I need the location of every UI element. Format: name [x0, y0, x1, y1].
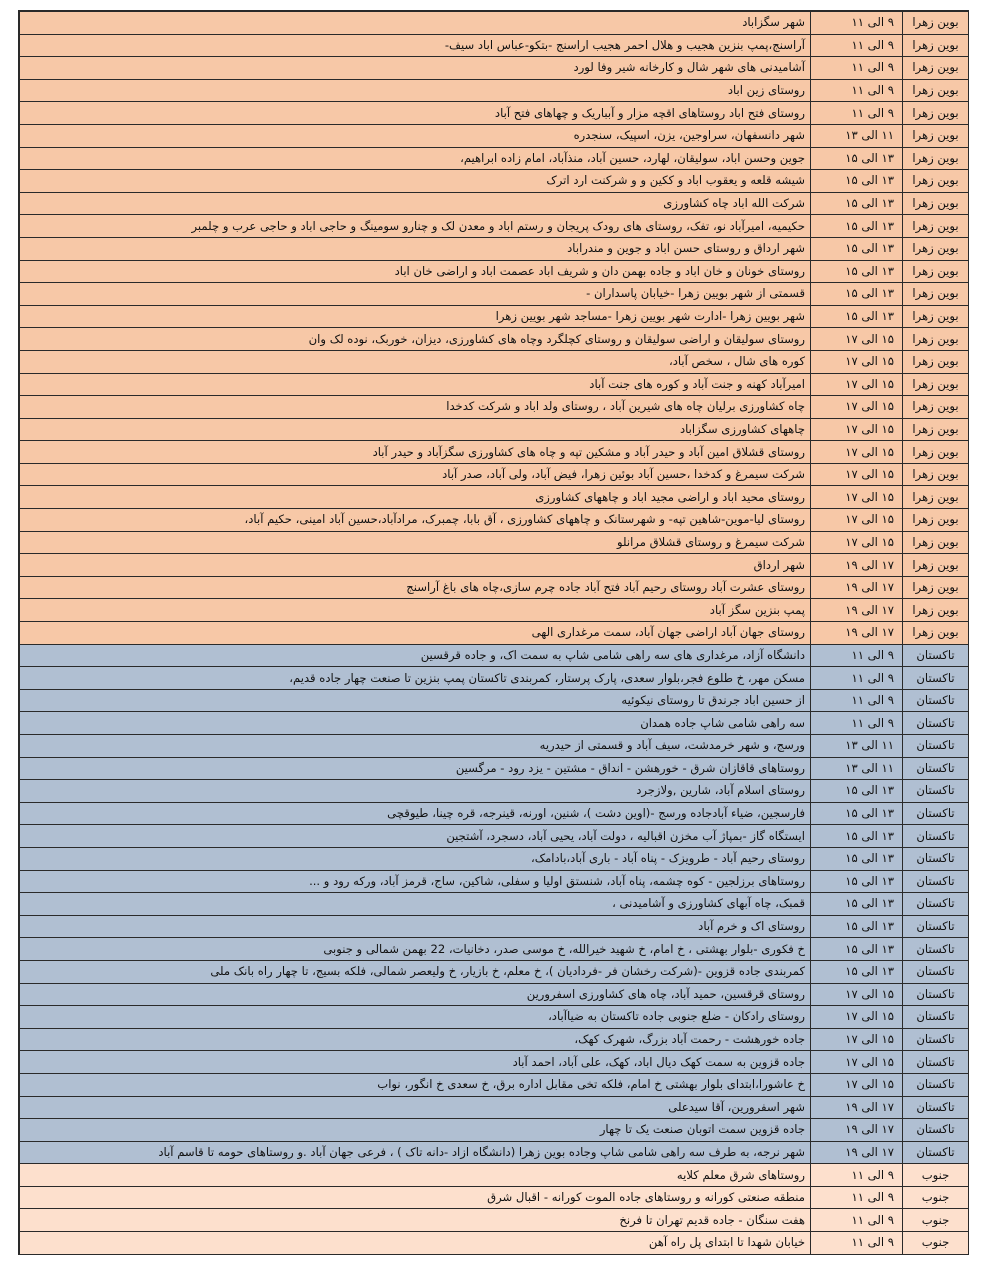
area-cell: شرکت الله اباد چاه کشاورزی — [20, 192, 811, 215]
table-row — [20, 1073, 969, 1096]
city-cell: تاکستان — [903, 1006, 969, 1029]
area-cell: روستای رحیم آباد - طرویزک - پناه آباد - باری آباد،بادامک، — [20, 847, 811, 870]
city-cell: تاکستان — [903, 915, 969, 938]
table-row — [20, 373, 969, 396]
time-cell: ۱۳ الی ۱۵ — [811, 260, 903, 283]
area-cell: روستاهای شرق معلم کلایه — [20, 1164, 811, 1187]
table-row — [20, 599, 969, 622]
table-row — [20, 1051, 969, 1074]
city-cell: بوین زهرا — [903, 305, 969, 328]
area-cell: شهر دانسفهان، سراوجین، یزن، اسپیک، سنجدره — [20, 124, 811, 147]
table-row — [20, 689, 969, 712]
area-cell: جاده قزوین به سمت کهک دیال اباد، کهک، علی آباد، احمد آباد — [20, 1051, 811, 1074]
city-cell: تاکستان — [903, 780, 969, 803]
city-cell: بوین زهرا — [903, 12, 969, 35]
time-cell: ۹ الی ۱۱ — [811, 57, 903, 80]
city-cell: بوین زهرا — [903, 79, 969, 102]
city-cell: بوین زهرا — [903, 260, 969, 283]
time-cell: ۱۳ الی ۱۵ — [811, 960, 903, 983]
area-cell: آشامیدنی های شهر شال و کارخانه شیر وفا لورد — [20, 57, 811, 80]
area-cell: روستای رادکان - ضلع جنوبی جاده تاکستان به ضیاآباد، — [20, 1006, 811, 1029]
time-cell: ۱۷ الی ۱۹ — [811, 1141, 903, 1164]
table-row — [20, 915, 969, 938]
city-cell: بوین زهرا — [903, 124, 969, 147]
table-row — [20, 938, 969, 961]
time-cell: ۱۳ الی ۱۵ — [811, 147, 903, 170]
city-cell: تاکستان — [903, 689, 969, 712]
city-cell: بوین زهرا — [903, 192, 969, 215]
area-cell: ورسج، و شهر خرمدشت، سیف آباد و قسمتی از حیدریه — [20, 735, 811, 758]
time-cell: ۱۵ الی ۱۷ — [811, 463, 903, 486]
city-cell: بوین زهرا — [903, 576, 969, 599]
city-cell: تاکستان — [903, 667, 969, 690]
table-row — [20, 825, 969, 848]
area-cell: شهر اسفرورین، آقا سیدعلی — [20, 1096, 811, 1119]
time-cell: ۱۱ الی ۱۳ — [811, 757, 903, 780]
time-cell: ۱۳ الی ۱۵ — [811, 237, 903, 260]
time-cell: ۱۷ الی ۱۹ — [811, 622, 903, 645]
table-row — [20, 712, 969, 735]
outage-schedule-sheet — [18, 10, 969, 1255]
time-cell: ۹ الی ۱۱ — [811, 644, 903, 667]
area-cell: روستای سولیقان و اراضی سولیقان و روستای کچلگرد وچاه های کشاورزی، دیزان، خوربک، نوده لک وان — [20, 328, 811, 351]
time-cell: ۱۳ الی ۱۵ — [811, 780, 903, 803]
time-cell: ۱۳ الی ۱۵ — [811, 170, 903, 193]
time-cell: ۱۵ الی ۱۷ — [811, 1028, 903, 1051]
table-row — [20, 644, 969, 667]
city-cell: جنوب — [903, 1164, 969, 1187]
table-row — [20, 735, 969, 758]
area-cell: از حسین اباد جرندق تا روستای نیکوئیه — [20, 689, 811, 712]
schedule-rows — [20, 12, 969, 1255]
time-cell: ۱۳ الی ۱۵ — [811, 893, 903, 916]
area-cell: مسکن مهر، خ طلوع فجر،بلوار سعدی، پارک پرستار، کمربندی تاکستان پمپ بنزین تا صنعت چهار جاده قدیم، — [20, 667, 811, 690]
table-row — [20, 1232, 969, 1255]
time-cell: ۹ الی ۱۱ — [811, 689, 903, 712]
city-cell: بوین زهرا — [903, 102, 969, 125]
area-cell: شهر نرجه، به طرف سه راهی شامی شاپ وجاده بوین زهرا (دانشگاه ازاد -دانه تاک ) ، فرعی جهان آباد .و روستاهای حومه تا قاسم آباد — [20, 1141, 811, 1164]
table-row — [20, 847, 969, 870]
time-cell: ۱۵ الی ۱۷ — [811, 396, 903, 419]
time-cell: ۹ الی ۱۱ — [811, 1186, 903, 1209]
table-row — [20, 124, 969, 147]
area-cell: شرکت سیمرغ و روستای قشلاق مرانلو — [20, 531, 811, 554]
time-cell: ۱۵ الی ۱۷ — [811, 1051, 903, 1074]
city-cell: تاکستان — [903, 712, 969, 735]
area-cell: چاههای کشاورزی سگزاباد — [20, 418, 811, 441]
city-cell: تاکستان — [903, 644, 969, 667]
time-cell: ۱۷ الی ۱۹ — [811, 576, 903, 599]
area-cell: روستای اسلام آباد، شارین ,ولازجرد — [20, 780, 811, 803]
area-cell: روستای جهان آباد اراضی جهان آباد، سمت مرغداری الهی — [20, 622, 811, 645]
table-row — [20, 79, 969, 102]
table-row — [20, 780, 969, 803]
time-cell: ۱۵ الی ۱۷ — [811, 373, 903, 396]
area-cell: شهر ارداق — [20, 554, 811, 577]
area-cell: روستای لیا-موین-شاهین تپه- و شهرستانک و چاههای کشاورزی ، آق بابا، چمبرک، مرادآباد،حسین آباد امینی، حکیم آباد، — [20, 509, 811, 532]
table-row — [20, 893, 969, 916]
table-row — [20, 667, 969, 690]
time-cell: ۹ الی ۱۱ — [811, 1209, 903, 1232]
time-cell: ۱۵ الی ۱۷ — [811, 983, 903, 1006]
area-cell: شهر سگزاباد — [20, 12, 811, 35]
time-cell: ۹ الی ۱۱ — [811, 667, 903, 690]
area-cell: پمپ بنزین سگز آباد — [20, 599, 811, 622]
city-cell: تاکستان — [903, 938, 969, 961]
area-cell: روستاهای برزلجین - کوه چشمه، پناه آباد، شنستق اولیا و سفلی، شاکین، ساج، قرمز آباد، ورکه رود و ... — [20, 870, 811, 893]
time-cell: ۱۷ الی ۱۹ — [811, 1119, 903, 1142]
city-cell: تاکستان — [903, 870, 969, 893]
table-row — [20, 1164, 969, 1187]
city-cell: بوین زهرا — [903, 396, 969, 419]
area-cell: قمبک، چاه آبهای کشاورزی و آشامیدنی ، — [20, 893, 811, 916]
time-cell: ۱۷ الی ۱۹ — [811, 599, 903, 622]
table-row — [20, 576, 969, 599]
area-cell: روستای خونان و خان اباد و جاده بهمن دان و شریف اباد عصمت اباد و اراضی خان اباد — [20, 260, 811, 283]
table-row — [20, 802, 969, 825]
table-row — [20, 463, 969, 486]
city-cell: بوین زهرا — [903, 622, 969, 645]
city-cell: تاکستان — [903, 802, 969, 825]
area-cell: جاده خورهشت - رحمت آباد بزرگ، شهرک کهک، — [20, 1028, 811, 1051]
table-row — [20, 260, 969, 283]
time-cell: ۱۳ الی ۱۵ — [811, 283, 903, 306]
area-cell: روستای عشرت آباد روستای رحیم آباد فتح آباد جاده چرم سازی،چاه های باغ آراسنج — [20, 576, 811, 599]
table-row — [20, 441, 969, 464]
city-cell: بوین زهرا — [903, 441, 969, 464]
table-row — [20, 418, 969, 441]
area-cell: خیابان شهدا تا ابتدای پل راه آهن — [20, 1232, 811, 1255]
time-cell: ۱۳ الی ۱۵ — [811, 825, 903, 848]
area-cell: دانشگاه آزاد، مرغداری های سه راهی شامی شاپ به سمت اک، و جاده قرقسین — [20, 644, 811, 667]
time-cell: ۱۳ الی ۱۵ — [811, 305, 903, 328]
area-cell: جوین وحسن اباد، سولیقان، لهارد، حسین آباد، منذآباد، امام زاده ابراهیم، — [20, 147, 811, 170]
time-cell: ۱۳ الی ۱۵ — [811, 938, 903, 961]
area-cell: سه راهی شامی شاپ جاده همدان — [20, 712, 811, 735]
area-cell: روستای قشلاق امین آباد و حیدر آباد و مشکین تپه و چاه های کشاورزی سگزآباد و حیدر آباد — [20, 441, 811, 464]
table-row — [20, 102, 969, 125]
time-cell: ۱۵ الی ۱۷ — [811, 1073, 903, 1096]
time-cell: ۹ الی ۱۱ — [811, 34, 903, 57]
time-cell: ۹ الی ۱۱ — [811, 712, 903, 735]
table-row — [20, 1141, 969, 1164]
table-row — [20, 983, 969, 1006]
city-cell: بوین زهرا — [903, 215, 969, 238]
area-cell: منطقه صنعتی کورانه و روستاهای جاده الموت کورانه - اقبال شرق — [20, 1186, 811, 1209]
time-cell: ۱۵ الی ۱۷ — [811, 350, 903, 373]
area-cell: فارسجین، ضیاء آبادجاده ورسج -(اوین دشت )، شنین، اورنه، قینرجه، قره چینا، طیوقچی — [20, 802, 811, 825]
time-cell: ۹ الی ۱۱ — [811, 12, 903, 35]
outage-schedule-table — [19, 11, 969, 1255]
city-cell: تاکستان — [903, 1073, 969, 1096]
city-cell: جنوب — [903, 1186, 969, 1209]
area-cell: خ فکوری -بلوار بهشتی ، خ امام، خ شهید خیرالله، خ موسی صدر، دخانیات، 22 بهمن شمالی و جنوبی — [20, 938, 811, 961]
table-row — [20, 192, 969, 215]
area-cell: خ عاشورا،ابتدای بلوار بهشتی خ امام، فلکه تخی مقابل اداره برق، خ سعدی خ انگور، نواب — [20, 1073, 811, 1096]
city-cell: جنوب — [903, 1232, 969, 1255]
city-cell: تاکستان — [903, 757, 969, 780]
city-cell: بوین زهرا — [903, 509, 969, 532]
city-cell: بوین زهرا — [903, 328, 969, 351]
table-row — [20, 34, 969, 57]
table-row — [20, 622, 969, 645]
table-row — [20, 215, 969, 238]
city-cell: بوین زهرا — [903, 350, 969, 373]
area-cell: ایستگاه گاز -بمپاژ آب مخزن اقبالیه ، دولت آباد، یحیی آباد، دسجرد، آشتجین — [20, 825, 811, 848]
table-row — [20, 1119, 969, 1142]
time-cell: ۱۷ الی ۱۹ — [811, 554, 903, 577]
table-row — [20, 757, 969, 780]
table-row — [20, 237, 969, 260]
city-cell: تاکستان — [903, 1141, 969, 1164]
time-cell: ۱۷ الی ۱۹ — [811, 1096, 903, 1119]
time-cell: ۱۳ الی ۱۵ — [811, 802, 903, 825]
city-cell: بوین زهرا — [903, 463, 969, 486]
city-cell: تاکستان — [903, 893, 969, 916]
area-cell: روستای محید اباد و اراضی مجید اباد و چاههای کشاورزی — [20, 486, 811, 509]
area-cell: آراسنج،پمپ بنزین هجیب و هلال احمر هجیب اراسنج -بتکو-عباس اباد سیف- — [20, 34, 811, 57]
time-cell: ۱۳ الی ۱۵ — [811, 870, 903, 893]
table-row — [20, 305, 969, 328]
table-row — [20, 283, 969, 306]
area-cell: روستای فتح اباد روستاهای اقچه مزار و آبباریک و چهاهای فتح آباد — [20, 102, 811, 125]
time-cell: ۱۳ الی ۱۵ — [811, 847, 903, 870]
table-row — [20, 554, 969, 577]
city-cell: بوین زهرا — [903, 283, 969, 306]
area-cell: امیرآباد کهنه و جنت آباد و کوره های جنت آباد — [20, 373, 811, 396]
city-cell: بوین زهرا — [903, 599, 969, 622]
table-row — [20, 328, 969, 351]
city-cell: تاکستان — [903, 735, 969, 758]
area-cell: شرکت سیمرغ و کدخدا ،حسین آباد بوئین زهرا، فیض آباد، ولی آباد، صدر آباد — [20, 463, 811, 486]
time-cell: ۱۳ الی ۱۵ — [811, 215, 903, 238]
city-cell: تاکستان — [903, 847, 969, 870]
area-cell: حکیمیه، امیرآباد نو، تفک، روستای های رودک پریجان و رستم اباد و معدن لک و چنارو سومینگ و حاجی اباد و حاجی عرب و چلمبر — [20, 215, 811, 238]
time-cell: ۱۱ الی ۱۳ — [811, 124, 903, 147]
city-cell: تاکستان — [903, 1096, 969, 1119]
time-cell: ۹ الی ۱۱ — [811, 102, 903, 125]
time-cell: ۹ الی ۱۱ — [811, 1232, 903, 1255]
city-cell: بوین زهرا — [903, 34, 969, 57]
city-cell: تاکستان — [903, 960, 969, 983]
city-cell: بوین زهرا — [903, 237, 969, 260]
area-cell: شهر ارداق و روستای حسن اباد و جوین و مندراباد — [20, 237, 811, 260]
city-cell: تاکستان — [903, 1028, 969, 1051]
area-cell: شهر بویین زهرا -ادارت شهر بویین زهرا -مساجد شهر بویین زهرا — [20, 305, 811, 328]
city-cell: تاکستان — [903, 983, 969, 1006]
city-cell: بوین زهرا — [903, 147, 969, 170]
table-row — [20, 1186, 969, 1209]
table-row — [20, 486, 969, 509]
table-row — [20, 509, 969, 532]
time-cell: ۹ الی ۱۱ — [811, 79, 903, 102]
area-cell: روستای اک و خرم آباد — [20, 915, 811, 938]
time-cell: ۱۵ الی ۱۷ — [811, 441, 903, 464]
time-cell: ۱۱ الی ۱۳ — [811, 735, 903, 758]
city-cell: تاکستان — [903, 1119, 969, 1142]
table-row — [20, 1096, 969, 1119]
table-row — [20, 870, 969, 893]
time-cell: ۱۵ الی ۱۷ — [811, 509, 903, 532]
time-cell: ۱۵ الی ۱۷ — [811, 418, 903, 441]
area-cell: روستای زین اباد — [20, 79, 811, 102]
time-cell: ۱۵ الی ۱۷ — [811, 328, 903, 351]
city-cell: بوین زهرا — [903, 418, 969, 441]
area-cell: هفت سنگان - جاده قدیم تهران تا فرنخ — [20, 1209, 811, 1232]
area-cell: قسمتی از شهر بویین زهرا -خیابان پاسداران - — [20, 283, 811, 306]
area-cell: جاده قزوین سمت اتوبان صنعت یک تا چهار — [20, 1119, 811, 1142]
table-row — [20, 170, 969, 193]
time-cell: ۹ الی ۱۱ — [811, 1164, 903, 1187]
city-cell: بوین زهرا — [903, 531, 969, 554]
city-cell: تاکستان — [903, 1051, 969, 1074]
city-cell: بوین زهرا — [903, 170, 969, 193]
table-row — [20, 396, 969, 419]
time-cell: ۱۵ الی ۱۷ — [811, 531, 903, 554]
city-cell: بوین زهرا — [903, 486, 969, 509]
area-cell: روستای قرقسین، حمید آباد، چاه های کشاورزی اسفرورین — [20, 983, 811, 1006]
city-cell: بوین زهرا — [903, 373, 969, 396]
area-cell: کوره های شال ، سخص آباد، — [20, 350, 811, 373]
table-row — [20, 350, 969, 373]
table-row — [20, 12, 969, 35]
city-cell: بوین زهرا — [903, 554, 969, 577]
table-row — [20, 531, 969, 554]
time-cell: ۱۳ الی ۱۵ — [811, 192, 903, 215]
area-cell: شیشه قلعه و یعقوب اباد و ککین و و شرکنت ارد اترک — [20, 170, 811, 193]
time-cell: ۱۵ الی ۱۷ — [811, 1006, 903, 1029]
table-row — [20, 147, 969, 170]
table-row — [20, 960, 969, 983]
table-row — [20, 1209, 969, 1232]
time-cell: ۱۵ الی ۱۷ — [811, 486, 903, 509]
city-cell: تاکستان — [903, 825, 969, 848]
city-cell: بوین زهرا — [903, 57, 969, 80]
time-cell: ۱۳ الی ۱۵ — [811, 915, 903, 938]
table-row — [20, 57, 969, 80]
table-row — [20, 1028, 969, 1051]
city-cell: جنوب — [903, 1209, 969, 1232]
table-row — [20, 1006, 969, 1029]
area-cell: روستاهای قاقازان شرق - خورهشن - انداق - مشتین - یزد رود - مرگسین — [20, 757, 811, 780]
area-cell: چاه کشاورزی برلیان چاه های شیرین آباد ، روستای ولد اباد و شرکت کدخدا — [20, 396, 811, 419]
area-cell: کمربندی جاده قزوین -(شرکت رخشان فر -فردادیان )، خ معلم، خ بازیار، خ ولیعصر شمالی، فلکه بسیج، تا چهار راه بانک ملی — [20, 960, 811, 983]
